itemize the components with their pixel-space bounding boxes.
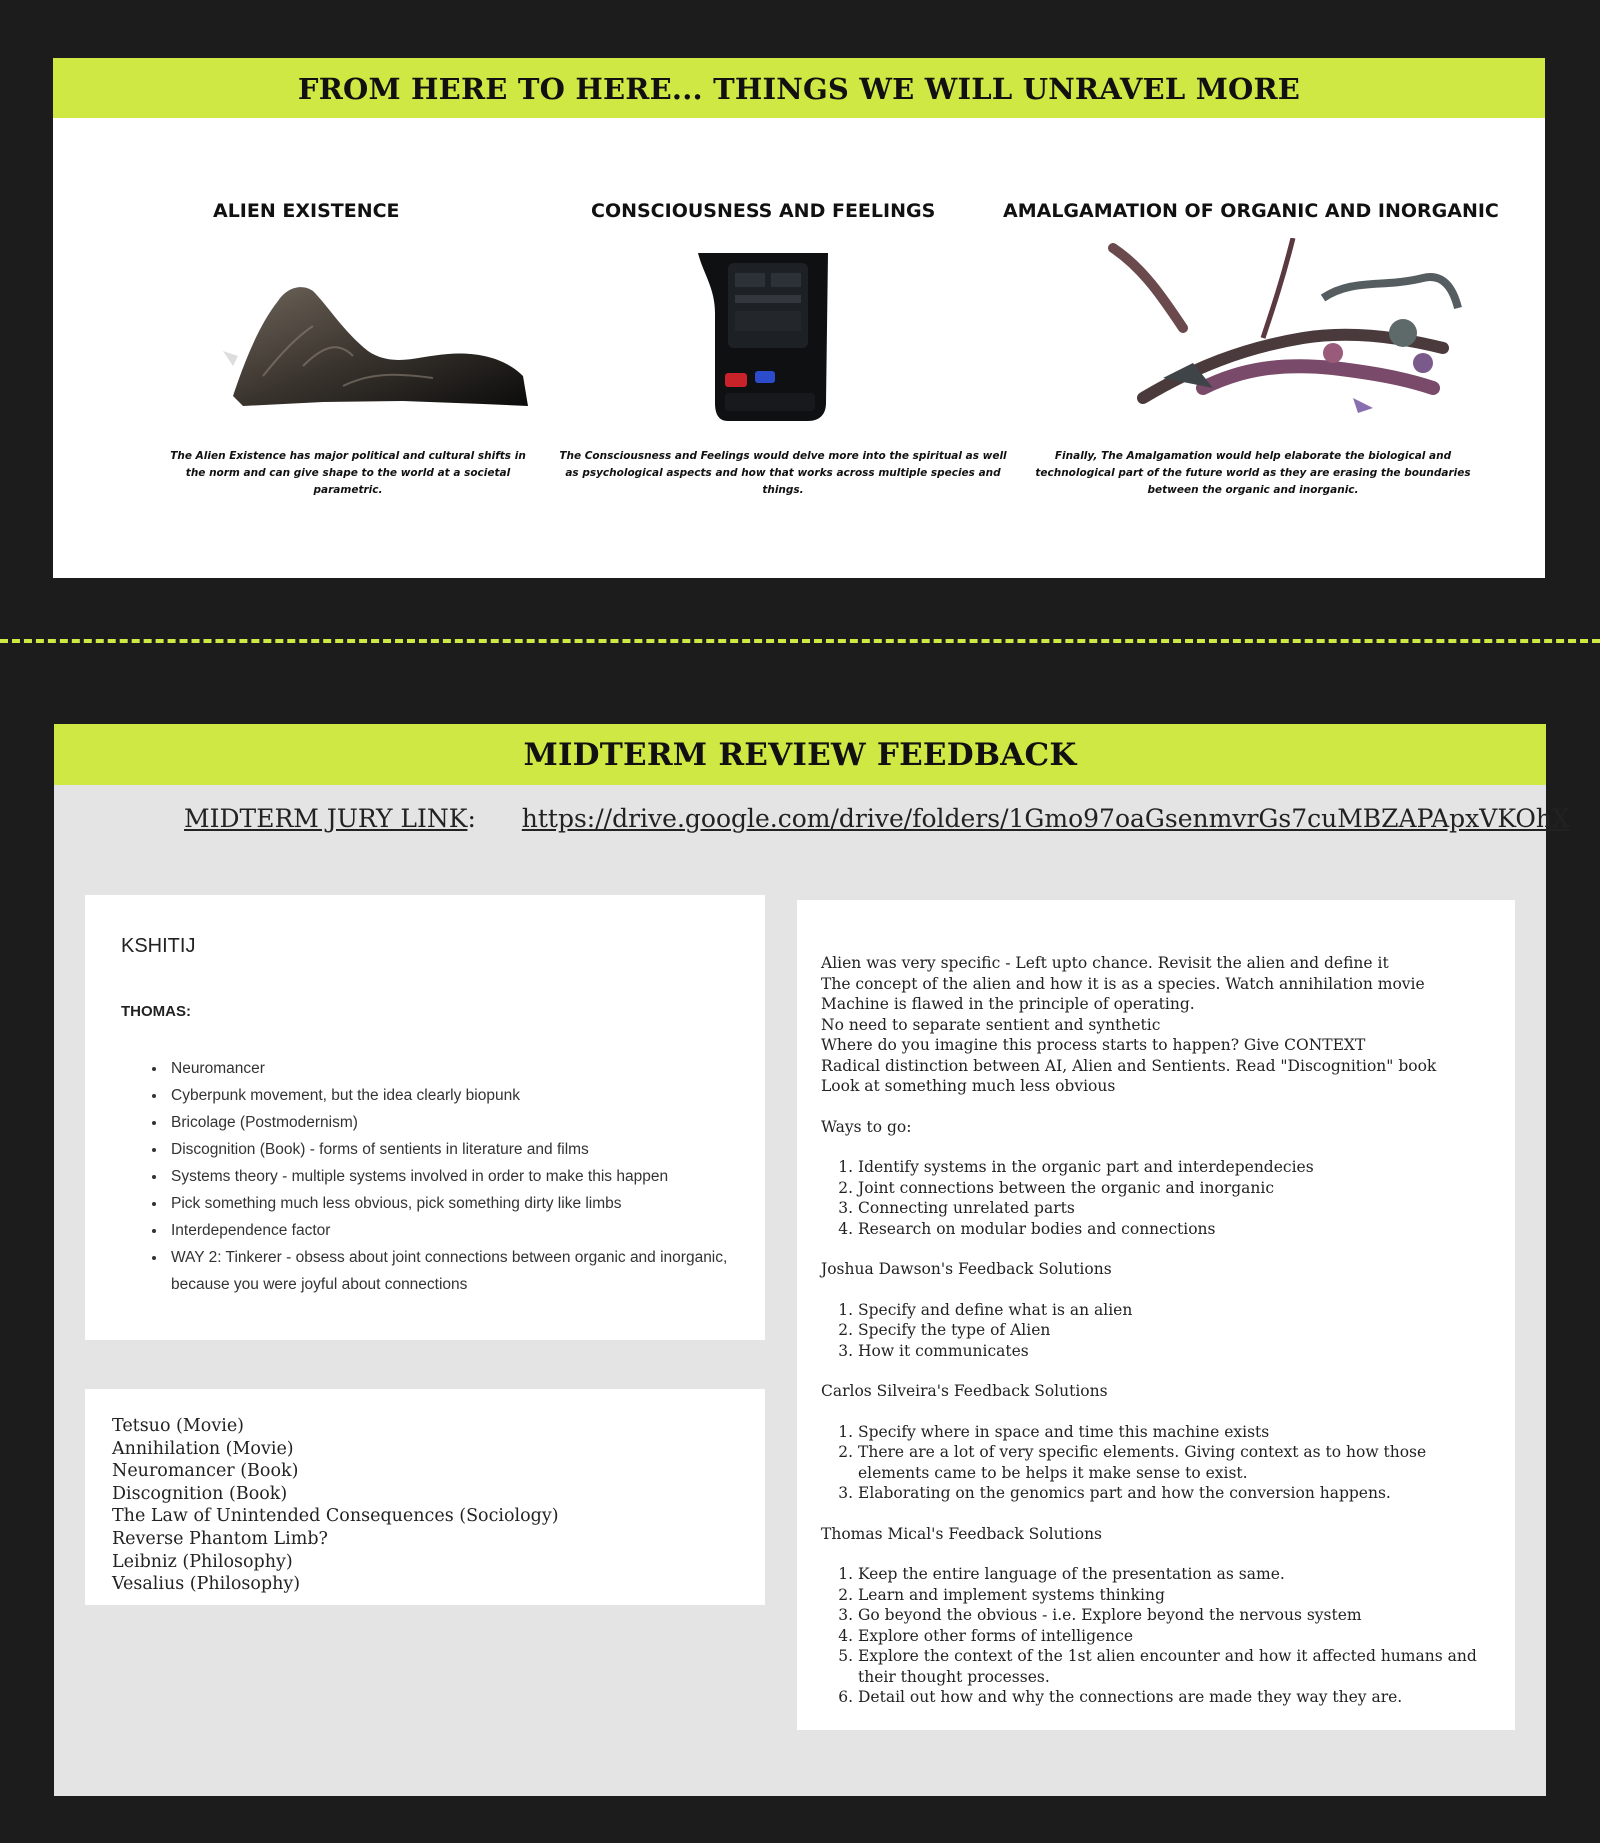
intro-text [821, 953, 1501, 1097]
feedback-section [54, 724, 1570, 1796]
list-item: 1. Keep the entire language of the presentation as same. [858, 1564, 1481, 1585]
list-item: 2. Learn and implement systems thinking [858, 1585, 1481, 1606]
notes-card [85, 895, 765, 1340]
text-line: Look at something much less obvious [821, 1077, 1116, 1095]
consciousness-description: The Consciousness and Feelings would delve more into the spiritual as well as psychological aspects and how that works across multiple species and things. [559, 450, 1007, 496]
list-item: 5. Explore the context of the 1st alien encounter and how it affected humans and their thought processes. [858, 1646, 1481, 1687]
list-item: 3. Go beyond the obvious - i.e. Explore beyond the nervous system [858, 1605, 1481, 1626]
feedback-card [797, 900, 1515, 1730]
list-item: Neuromancer (Book) [112, 1461, 299, 1482]
machine-device-image [693, 253, 833, 423]
column-amalgamation [1003, 200, 1543, 222]
amalgamation-description: Finally, The Amalgamation would help elaborate the biological and technological part of the future world as they are erasing the boundaries between the organic and inorganic. [1035, 450, 1471, 496]
list-item: 4. Research on modular bodies and connections [858, 1219, 1501, 1240]
carlos-list [821, 1422, 1501, 1504]
list-item: • Systems theory - multiple systems involved in order to make this happen [167, 1163, 767, 1190]
column-title: CONSCIOUSNESS AND FEELINGS [591, 200, 936, 222]
list-item: • Discognition (Book) - forms of sentients in literature and films [167, 1136, 767, 1163]
list-item: 3. Connecting unrelated parts [858, 1198, 1501, 1219]
feedback-banner: MIDTERM REVIEW FEEDBACK [54, 724, 1546, 785]
list-item: 3. Elaborating on the genomics part and how the conversion happens. [858, 1483, 1461, 1504]
text-line: Where do you imagine this process starts to happen? Give CONTEXT [821, 1036, 1366, 1054]
feedback-content [821, 953, 1501, 1708]
list-item: 6. Detail out how and why the connections are made they way they are. [858, 1687, 1481, 1708]
references-list [112, 1415, 559, 1596]
references-card [85, 1389, 765, 1605]
ways-list [821, 1157, 1501, 1239]
text-line: Alien was very specific - Left upto chance. Revisit the alien and define it [821, 954, 1389, 972]
list-item: 1. Identify systems in the organic part and interdependecies [858, 1157, 1501, 1178]
carlos-heading: Carlos Silveira's Feedback Solutions [821, 1382, 1108, 1400]
student-name: KSHITIJ [121, 935, 196, 957]
jury-link-label: MIDTERM JURY LINK [184, 804, 468, 833]
biomech-creature-image [1103, 238, 1483, 418]
list-item: 4. Explore other forms of intelligence [858, 1626, 1481, 1647]
text-line: Radical distinction between AI, Alien and Sentients. Read "Discognition" book [821, 1056, 1437, 1075]
text-line: No need to separate sentient and synthetic [821, 1015, 1161, 1034]
list-item: • Interdependence factor [167, 1217, 767, 1244]
thomas-heading: Thomas Mical's Feedback Solutions [821, 1524, 1103, 1543]
column-alien-existence [163, 200, 543, 222]
jury-link-url[interactable]: https://drive.google.com/drive/folders/1Gmo97oaGsenmvrGs7cuMBZAPApxVKOhX [521, 804, 1570, 833]
list-item: • Pick something much less obvious, pick something dirty like limbs [167, 1190, 767, 1217]
list-item: 1. Specify where in space and time this machine exists [858, 1422, 1461, 1443]
notes-list [121, 1055, 767, 1298]
alien-creature-image [203, 256, 563, 416]
column-consciousness [553, 200, 1053, 222]
list-item: 3. How it communicates [858, 1341, 1501, 1362]
list-item: Discognition (Book) [112, 1483, 288, 1504]
unravel-section [53, 58, 1545, 578]
joshua-heading: Joshua Dawson's Feedback Solutions [821, 1260, 1112, 1278]
text-line: The concept of the alien and how it is as a species. Watch annihilation movie [821, 974, 1425, 993]
list-item: 2. Joint connections between the organic and inorganic [858, 1178, 1501, 1199]
jury-link-colon: : [467, 804, 476, 833]
ways-heading: Ways to go: [821, 1117, 912, 1136]
alien-existence-description: The Alien Existence has major political and cultural shifts in the norm and can give shape to the world at a societal parametric. [170, 450, 526, 496]
list-item: Reverse Phantom Limb? [112, 1528, 328, 1549]
reviewer-label: THOMAS: [121, 1003, 191, 1020]
dashed-divider [0, 639, 1600, 643]
list-item: • Cyberpunk movement, but the idea clearly biopunk [167, 1082, 767, 1109]
list-item: • WAY 2: Tinkerer - obsess about joint connections between organic and inorganic, because you were joyful about connections [167, 1244, 767, 1298]
list-item: • Bricolage (Postmodernism) [167, 1109, 767, 1136]
column-title: ALIEN EXISTENCE [213, 200, 400, 222]
column-title: AMALGAMATION OF ORGANIC AND INORGANIC [1003, 200, 1499, 222]
list-item: 2. Specify the type of Alien [858, 1320, 1501, 1341]
thomas-list [821, 1564, 1501, 1708]
joshua-list [821, 1300, 1501, 1362]
text-line: Machine is flawed in the principle of operating. [821, 995, 1195, 1013]
list-item: The Law of Unintended Consequences (Sociology) [112, 1506, 559, 1527]
list-item: Tetsuo (Movie) [112, 1416, 245, 1436]
jury-link-row [184, 804, 1570, 833]
list-item: Vesalius (Philosophy) [112, 1574, 301, 1595]
list-item: 1. Specify and define what is an alien [858, 1300, 1501, 1321]
list-item: • Neuromancer [167, 1055, 767, 1082]
list-item: 2. There are a lot of very specific elements. Giving context as to how those elements came to be helps it make sense to exist. [858, 1442, 1461, 1483]
list-item: Leibniz (Philosophy) [112, 1551, 293, 1572]
unravel-banner: FROM HERE TO HERE... THINGS WE WILL UNRAVEL MORE [53, 58, 1545, 118]
list-item: Annihilation (Movie) [112, 1438, 294, 1459]
